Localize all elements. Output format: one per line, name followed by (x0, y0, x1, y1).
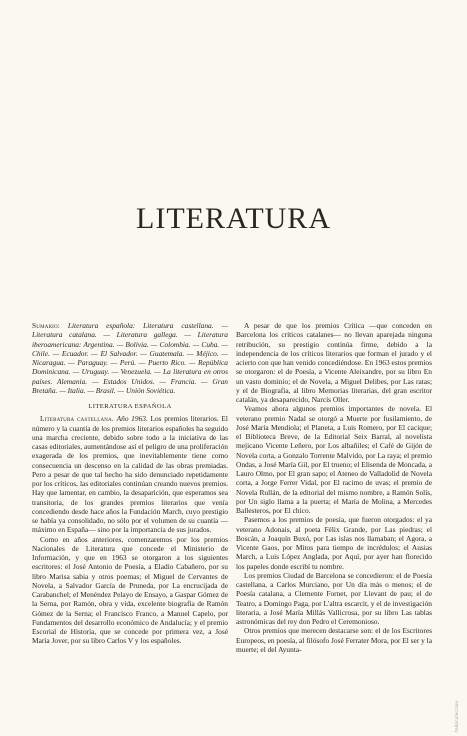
year-label: Año 1963. (116, 414, 148, 424)
subsection-label: Literatura castellana. (40, 414, 114, 424)
section-heading: LITERATURA ESPAÑOLA (88, 403, 172, 410)
paragraph: Pasemos a los premios de poesía, que fueron otorgados: el ya veterano Adonais, al poeta Félix Grande, por Las piedras; el Boscán, a Joaquín Buxó, por Las islas nos llamaban; el Agora, a Vicente Gaos, por Mitos para tiempo de incrédulos; el Ausias March, a Luis López Anglada, por Aquí, por ayer han florecido los papeles donde escribí tu nombre. (236, 515, 432, 571)
right-column (236, 321, 432, 729)
paragraph: A pesar de que los premios Crítica —que conceden en Barcelona los críticos catalanes— no llevan aparejada ninguna retribución, su prestigio continúa firme, debido a la independencia de los críticos literarios que forman el jurado y el acierto con que han venido concediéndose. En 1963 estos premios se otorgaron: el de Poesía, a Vicente Aleixandre, por su libro En un vasto dominio; el de Novela, a Miguel Delibes, por Las ratas; y el de Biografía, al libro Memorias literarias, del gran escritor catalán, ya desaparecido, Narcís Oller. (236, 321, 432, 404)
paragraph-text: Los premios literarios. El número y la cuantía de los premios literarios españoles ha seguido una marcha creciente, debido sobre todo a la iniciativa de las casas editoriales, aumentándose así el peligro de una proliferación exagerada de los premios, que inevitablemente tiene como consecuencia un descenso en la calidad de las obras premiadas. Pero a pesar de que tal hecho ha sido denunciado repetidamente por los críticos, las editoriales continúan creando nuevos premios. Hay que lamentar, en cambio, la desaparición, que esperamos sea transitoria, de los grandes premios literarios que venía concediendo desde hace años la Fundación March, cuyo prestigio se había ya consolidado, no sólo por el volumen de su cuantía —máximo en España— sino por la importancia de sus jurados. (32, 414, 228, 535)
page-title: LITERATURA (136, 202, 331, 235)
watermark: todocoleccion (455, 700, 460, 732)
paragraph: Como en años anteriores, comenzaremos por los premios Nacionales de Literatura que concede el Ministerio de Información, y que en 1963 se otorgaron a los siguientes escritores: el José Antonio de Poesía, a Eladio Cabañero, por su libro Marisa sabia y otros poemas; el Miguel de Cervantes de Novela, a Salvador García de Pruneda, por La encrucijada de Carabanchel; el Menéndez Pelayo de Ensayo, a Gaspar Gómez de la Serna, por Ramón, obra y vida, excelente biografía de Ramón Gómez de la Serna; el Francisco Franco, a Manuel Capelo, por Fundamentos del desarrollo económico de Andalucía; y el premio Escorial de Historia, que se concede por primera vez, a José María Jover, por su libro Carlos V y los españoles. (32, 534, 228, 646)
paragraph (32, 414, 228, 534)
summary-paragraph (32, 321, 228, 395)
paragraph: Los premios Ciudad de Barcelona se concedieron: el de Poesía castellana, a Carlos Murciano, por Un día más o menos; el de Poesía catalana, a Clemente Fornet, por Llevant de pau; el de Teatro, a Domingo Paga, por L'altra escarcit, y el de investigación literaria, a José María Millás Vallicrosa, por su libro Las tablas astronómicas del rey don Pedro el Ceremonioso. (236, 570, 432, 626)
paragraph: Otros premios que merecen destacarse son: el de los Escritores Europeos, en poesía, al filósofo José Ferrater Mora, por El ser y la muerte; el del Ayunta- (236, 626, 432, 654)
summary-text: Literatura española: Literatura castellana. — Literatura catalana. — Literatura gallega. — Literatura iberoamericana: Argentina. — Bolivia. — Colombia. — Cuba. — Chile. — Ecuador. — El Salvador. — Guatemala. — Méjico. — Nicaragua. — Paraguay. — Perú. — Puerto Rico. — República Dominicana. — Uruguay. — Venezuela. — La literatura en otros países. Alemania. — Estados Unidos. — Francia. — Gran Bretaña. — Italia. — Brasil. — Unión Soviética. (32, 321, 228, 395)
left-column (32, 321, 228, 729)
summary-label: Sumario: (32, 321, 61, 330)
paragraph: Veamos ahora algunos premios importantes de novela. El veterano premio Nadal se otorgó a Muerte por fusilamiento, de José María Mendiola; el Planeta, a Luis Romero, por El cacique; el Biblioteca Breve, de la Editorial Seix Barral, al novelista mejicano Vicente Leñero, por Los albañiles; el Café de Gijón de Novela corta, a Gonzalo Torrente Malvido, por La raya; el premio Ondas, a José María Gil, por El trueno; el Elisenda de Moncada, a Lauro Olmo, por El gran sapo; el Ateneo de Valladolid de Novela corta, a Jorge Ferrer Vidal, por El racimo de uvas; el premio de Novela Rullán, de la editorial del mismo nombre, a Ramón Solís, por Un siglo llama a la puerta; el María de Molina, a Mercedes Ballesteros, por El chico. (236, 404, 432, 515)
